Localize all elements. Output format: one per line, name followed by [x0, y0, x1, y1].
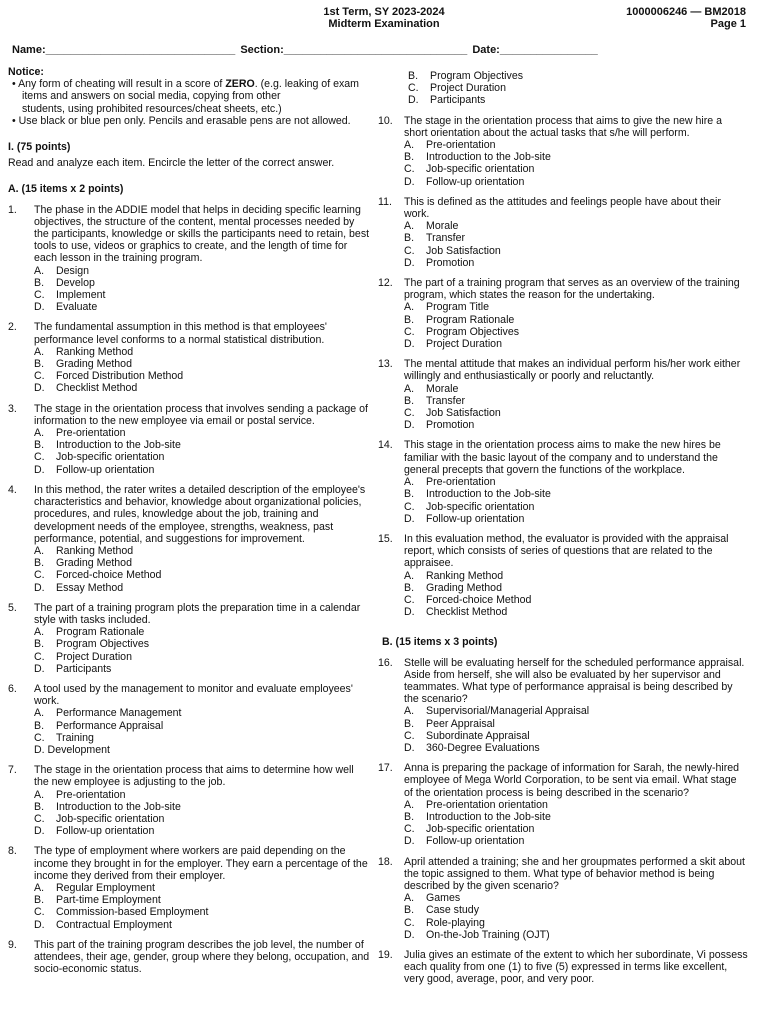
option-d[interactable]: [34, 582, 370, 594]
option-text: Follow-up orientation: [426, 175, 525, 188]
option-letter: B.: [34, 276, 45, 289]
option-letter: D.: [34, 301, 45, 314]
option-letter: A.: [404, 301, 415, 314]
option[interactable]: C. Project Duration: [408, 82, 506, 95]
part-title: I. (75 points): [8, 141, 71, 154]
option-letter: B.: [404, 810, 415, 823]
option-c[interactable]: [34, 906, 370, 918]
option-a[interactable]: [34, 545, 370, 557]
header-right: [626, 6, 746, 30]
option-b[interactable]: [34, 720, 370, 732]
option-text: Evaluate: [56, 301, 98, 314]
option-letter: B.: [34, 719, 45, 732]
option-text: Develop: [56, 276, 95, 289]
question-stem: This stage in the orientation process aims to make the new hires be familiar with the basic layout of the company and to understand the general precepts that govern the functions of the workplace.: [404, 439, 721, 476]
right-column: [378, 70, 748, 986]
option-letter: B.: [404, 151, 415, 164]
option-b[interactable]: [34, 638, 370, 650]
option-c[interactable]: [34, 732, 370, 744]
option-d[interactable]: [404, 419, 748, 431]
option-letter: C.: [34, 370, 45, 383]
option-text: Pre-orientation: [56, 427, 126, 440]
question-stem: The part of a training program plots the preparation time in a calendar style with tasks included.: [34, 601, 361, 626]
option-text: Checklist Method: [56, 382, 138, 395]
option-b[interactable]: [404, 314, 748, 326]
option-d[interactable]: [404, 176, 748, 188]
question-5: [8, 602, 370, 675]
option-text: Follow-up orientation: [426, 835, 525, 848]
option-d[interactable]: [34, 301, 370, 313]
option-text: Essay Method: [56, 581, 124, 594]
question-number: 13.: [378, 358, 393, 371]
name-section-date-line: [12, 44, 600, 56]
option-b[interactable]: [34, 894, 370, 906]
option-letter: A.: [404, 798, 415, 811]
option-text: Program Rationale: [56, 626, 145, 639]
option-letter: D.: [34, 463, 45, 476]
option-text: Pre-orientation orientation: [426, 798, 548, 811]
option-b[interactable]: [34, 801, 370, 813]
option-letter: D.: [34, 825, 45, 838]
question-12: [378, 277, 748, 350]
option-c[interactable]: [34, 813, 370, 825]
option-a[interactable]: [404, 220, 748, 232]
question-number: 14.: [378, 439, 393, 452]
option-b[interactable]: [404, 904, 748, 916]
option-c[interactable]: [404, 163, 748, 175]
option-text: Job Satisfaction: [426, 407, 501, 420]
option-letter: A.: [404, 382, 415, 395]
option-c[interactable]: [34, 451, 370, 463]
option-d[interactable]: [34, 464, 370, 476]
option-c[interactable]: [34, 569, 370, 581]
question-11: [378, 196, 748, 269]
option-letter: D.: [404, 741, 415, 754]
option-a[interactable]: [404, 892, 748, 904]
option-c[interactable]: [404, 245, 748, 257]
question-number: 15.: [378, 532, 393, 545]
question-17: [378, 762, 748, 847]
option-letter: D.: [34, 382, 45, 395]
option-letter: D.: [34, 662, 45, 675]
option-text: Forced-choice Method: [56, 569, 162, 582]
option-letter: B.: [404, 394, 415, 407]
option-b[interactable]: [404, 232, 748, 244]
option-letter: C.: [34, 731, 45, 744]
option-text: Morale: [426, 382, 459, 395]
question-18: [378, 856, 748, 941]
option-text: Part-time Employment: [56, 894, 161, 907]
question-14: [378, 439, 748, 524]
option-b[interactable]: [34, 358, 370, 370]
option-a[interactable]: [34, 707, 370, 719]
option-letter: C.: [34, 650, 45, 663]
option-letter: B.: [34, 557, 45, 570]
option-d[interactable]: [34, 825, 370, 837]
option-a[interactable]: [34, 346, 370, 358]
option-letter: B.: [404, 581, 415, 594]
option-letter: D.: [404, 338, 415, 351]
option-letter: A.: [34, 264, 45, 277]
option-text: Games: [426, 892, 461, 905]
option-text: Transfer: [426, 394, 466, 407]
section-b-title: B. (15 items x 3 points): [382, 636, 498, 649]
question-stem: The phase in the ADDIE model that helps in deciding specific learning objectives, the structure of the content, mental processes needed by the participants, knowledge or skills the participants need to retain, best tools to use, videos or graphics to create, and the length of time for each lesson in the training program.: [34, 203, 370, 265]
option-text: Ranking Method: [56, 345, 134, 358]
option-text: Participants: [56, 662, 112, 675]
question-number: 3.: [8, 402, 17, 415]
option-b[interactable]: [34, 277, 370, 289]
option-letter: D.: [404, 419, 415, 432]
option-letter: C.: [34, 906, 45, 919]
option-text: Promotion: [426, 256, 475, 269]
course-code: 1000006246 — BM2018: [626, 6, 746, 18]
option-letter: B.: [34, 358, 45, 371]
left-column: [8, 66, 370, 975]
option[interactable]: D. Participants: [408, 94, 486, 107]
question-16: [378, 657, 748, 755]
option-d[interactable]: [404, 338, 748, 350]
option-letter: C.: [34, 569, 45, 582]
question-stem: Julia gives an estimate of the extent to which her subordinate, Vi possess each quality from one (1) to five (5) expressed in terms like excellent, very good, average, poor, and very poor.: [404, 949, 748, 986]
option-d[interactable]: [34, 919, 370, 931]
option-d[interactable]: [34, 382, 370, 394]
question-number: 4.: [8, 483, 17, 496]
option-c[interactable]: [34, 370, 370, 382]
option-text: Promotion: [426, 419, 475, 432]
option-text: Program Title: [426, 301, 489, 314]
option-text: Case study: [426, 904, 479, 917]
option-text: Introduction to the Job-site: [56, 800, 181, 813]
option-letter: B.: [34, 894, 45, 907]
option-d[interactable]: [404, 606, 748, 618]
option[interactable]: B. Program Objectives: [408, 70, 524, 82]
option-letter: B.: [404, 904, 415, 917]
question-stem: In this method, the rater writes a detailed description of the employee's characteristics and behavior, knowledge about organizational policies, procedures, and rules, knowledge about the job, training and development needs of the employee, strengths, weakness, past performance, potential, and suggestions for improvement.: [34, 483, 366, 545]
option-d[interactable]: [404, 513, 748, 525]
question-number: 12.: [378, 277, 393, 290]
question-9-options: [378, 70, 748, 107]
option-letter: A.: [34, 345, 45, 358]
option-letter: B.: [404, 717, 415, 730]
question-number: 19.: [378, 949, 393, 961]
option-letter: B.: [34, 638, 45, 651]
option-text: Forced-choice Method: [426, 593, 532, 606]
question-stem: April attended a training; she and her groupmates performed a skit about the topic assigned to them. What type of behavior method is being described by the given scenario?: [404, 855, 745, 892]
option-c[interactable]: [404, 917, 748, 929]
option-letter: C.: [404, 407, 415, 420]
option-d[interactable]: [404, 257, 748, 269]
option-text: Transfer: [426, 232, 466, 245]
question-stem: This is defined as the attitudes and feelings people have about their work.: [404, 195, 721, 221]
option-text: Grading Method: [56, 358, 132, 371]
option-text: Subordinate Appraisal: [426, 729, 530, 742]
option-letter: D.: [404, 256, 415, 269]
option-text: Checklist Method: [426, 606, 508, 619]
option-letter: D.: [404, 835, 415, 848]
question-stem: The stage in the orientation process that involves sending a package of information to the new employee via email or postal service.: [34, 402, 368, 427]
question-stem: The stage in the orientation process that aims to give the new hire a short orientation about the actual tasks that s/he will perform.: [404, 114, 722, 139]
option-a[interactable]: [404, 705, 748, 717]
name-field[interactable]: Name:_______________________________: [12, 44, 236, 56]
question-stem: This part of the training program describes the job level, the number of attendees, their age, gender, group where they belong, occupation, and socio-economic status.: [34, 938, 370, 976]
option-text: On-the-Job Training (OJT): [426, 928, 550, 941]
option-letter: A.: [404, 569, 415, 582]
option-text: Commission-based Employment: [56, 906, 209, 919]
option-text: Ranking Method: [426, 569, 504, 582]
option-letter: B.: [404, 313, 415, 326]
option-letter: C.: [34, 451, 45, 464]
option-letter: C.: [404, 244, 415, 257]
option-text: Regular Employment: [56, 881, 155, 894]
option-b[interactable]: [404, 395, 748, 407]
option-letter: A.: [34, 788, 45, 801]
option-text: Supervisorial/Managerial Appraisal: [426, 705, 590, 718]
question-number: 18.: [378, 855, 393, 868]
question-9: [8, 939, 370, 976]
option-text: Contractual Employment: [56, 918, 172, 931]
option-letter: A.: [34, 881, 45, 894]
option-text: Grading Method: [426, 581, 502, 594]
question-stem: The fundamental assumption in this method is that employees' performance level conforms to a normal statistical distribution.: [34, 321, 327, 346]
option-text: Job-specific orientation: [426, 500, 535, 513]
option-letter: C.: [404, 823, 415, 836]
question-15: [378, 533, 748, 618]
question-number: 7.: [8, 764, 17, 777]
question-2: [8, 321, 370, 394]
option-text: 360-Degree Evaluations: [426, 741, 540, 754]
option-text: Training: [56, 731, 94, 744]
exam-title: Midterm Examination: [328, 18, 440, 30]
notice-bullet-2: • Use black or blue pen only. Pencils and erasable pens are not allowed.: [12, 114, 351, 127]
question-stem: Anna is preparing the package of information for Sarah, the newly-hired employee of Mega World Corporation, to be sent via email. What stage of the orientation process is being described in the scenario?: [404, 762, 740, 799]
option-c[interactable]: [34, 289, 370, 301]
question-19: [378, 949, 748, 986]
question-stem: In this evaluation method, the evaluator is provided with the appraisal report, which consists of series of questions that are related to the appraisee.: [404, 532, 729, 570]
option-b[interactable]: [404, 811, 748, 823]
question-13: [378, 358, 748, 431]
option-a[interactable]: [34, 789, 370, 801]
option-text: Program Objectives: [56, 638, 150, 651]
option-b[interactable]: [34, 557, 370, 569]
option-text: Job Satisfaction: [426, 244, 501, 257]
option-letter: A.: [404, 220, 415, 233]
option-c[interactable]: [404, 501, 748, 513]
question-4: [8, 484, 370, 594]
option-b[interactable]: [404, 151, 748, 163]
option-text: Program Objectives: [426, 325, 520, 338]
option-text: Job-specific orientation: [56, 451, 165, 464]
option-c[interactable]: [404, 407, 748, 419]
question-stem: Stelle will be evaluating herself for the scheduled performance appraisal. Aside from herself, she will also be evaluated by her supervisor and teammates. What type of performance appraisal is being described by the scenario?: [404, 656, 745, 706]
option-c[interactable]: [404, 326, 748, 338]
option-d[interactable]: D. Development: [34, 743, 110, 756]
option-letter: D.: [404, 512, 415, 525]
option-text: Morale: [426, 220, 459, 233]
term-label: 1st Term, SY 2023-2024: [323, 6, 445, 18]
option-text: Introduction to the Job-site: [426, 810, 551, 823]
option-letter: B.: [404, 488, 415, 501]
option-text: Peer Appraisal: [426, 717, 495, 730]
question-stem: A tool used by the management to monitor and evaluate employees' work.: [34, 682, 353, 708]
option-a[interactable]: [404, 383, 748, 395]
option-letter: C.: [404, 325, 415, 338]
option-letter: C.: [404, 593, 415, 606]
question-6: [8, 683, 370, 756]
option-d[interactable]: [404, 929, 748, 941]
question-stem: The type of employment where workers are paid depending on the income they brought in for the employer. They earn a percentage of the income they derived from their employer.: [34, 845, 368, 882]
question-number: 16.: [378, 656, 393, 669]
option-d[interactable]: [404, 835, 748, 847]
question-number: 8.: [8, 845, 17, 858]
option-letter: A.: [404, 705, 415, 718]
option-text: Pre-orientation: [426, 476, 496, 489]
option-letter: A.: [34, 544, 45, 557]
option-text: Implement: [56, 289, 106, 302]
question-number: 17.: [378, 762, 393, 775]
option-text: Project Duration: [426, 338, 502, 351]
option-letter: C.: [34, 289, 45, 302]
option-letter: A.: [34, 626, 45, 639]
option-text: Job-specific orientation: [426, 823, 535, 836]
question-stem: The mental attitude that makes an individual perform his/her work either willingly and enthusiastically or poorly and reluctantly.: [404, 358, 741, 383]
option-text: Performance Appraisal: [56, 719, 164, 732]
part-instructions: Read and analyze each item. Encircle the letter of the correct answer.: [8, 157, 335, 170]
option-text: Role-playing: [426, 916, 485, 929]
option-text: Performance Management: [56, 707, 182, 720]
date-field[interactable]: Date:________________: [472, 44, 598, 56]
option-a[interactable]: [404, 301, 748, 313]
option-d[interactable]: [404, 742, 748, 754]
option-letter: D.: [404, 606, 415, 619]
option-text: Program Rationale: [426, 313, 515, 326]
option-text: Grading Method: [56, 557, 132, 570]
option-letter: D.: [404, 928, 415, 941]
option-letter: A.: [34, 427, 45, 440]
option-letter: B.: [34, 800, 45, 813]
option-a[interactable]: [34, 626, 370, 638]
question-1: [8, 204, 370, 314]
question-8: [8, 845, 370, 930]
option-c[interactable]: [34, 651, 370, 663]
option-letter: C.: [404, 163, 415, 176]
question-7: [8, 764, 370, 837]
option-c[interactable]: [404, 730, 748, 742]
option-text: Introduction to the Job-site: [426, 151, 551, 164]
option-letter: A.: [34, 707, 45, 720]
option-a[interactable]: [404, 799, 748, 811]
option-b[interactable]: [404, 488, 748, 500]
option-text: Pre-orientation: [426, 139, 496, 152]
option-letter: A.: [404, 139, 415, 152]
option-a[interactable]: [404, 570, 748, 582]
section-field[interactable]: Section:______________________________: [240, 44, 468, 56]
option-text: Pre-orientation: [56, 788, 126, 801]
option-b[interactable]: [404, 582, 748, 594]
question-number: 10.: [378, 114, 393, 127]
option-letter: C.: [34, 812, 45, 825]
question-number: 11.: [378, 195, 392, 208]
option-text: Follow-up orientation: [426, 512, 525, 525]
option-letter: D.: [34, 581, 45, 594]
option-b[interactable]: [34, 439, 370, 451]
option-letter: D.: [404, 175, 415, 188]
option-text: Introduction to the Job-site: [56, 439, 181, 452]
option-text: Project Duration: [56, 650, 132, 663]
option-text: Design: [56, 264, 89, 277]
option-text: Introduction to the Job-site: [426, 488, 551, 501]
option-letter: C.: [404, 500, 415, 513]
option-d[interactable]: [34, 663, 370, 675]
option-letter: B.: [34, 439, 45, 452]
question-number: 9.: [8, 938, 17, 951]
question-stem: The stage in the orientation process that aims to determine how well the new employee is adjusting to the job.: [34, 764, 354, 789]
option-letter: B.: [404, 232, 415, 245]
notice-bullet-1: • Any form of cheating will result in a score of ZERO. (e.g. leaking of exam items and answers on social media, copying from other students, using prohibited resources/cheat sheets, etc.): [12, 78, 359, 115]
option-letter: C.: [404, 729, 415, 742]
option-a[interactable]: [34, 882, 370, 894]
option-text: Job-specific orientation: [426, 163, 535, 176]
option-c[interactable]: [404, 594, 748, 606]
question-stem: The part of a training program that serves as an overview of the training program, which states the reason for the undertaking.: [404, 277, 740, 302]
question-number: 1.: [8, 203, 17, 216]
option-a[interactable]: [34, 265, 370, 277]
option-letter: C.: [404, 916, 415, 929]
option-a[interactable]: [404, 476, 748, 488]
page-number: Page 1: [710, 18, 746, 30]
section-a-title: A. (15 items x 2 points): [8, 183, 124, 196]
option-a[interactable]: [404, 139, 748, 151]
option-a[interactable]: [34, 427, 370, 439]
option-text: Ranking Method: [56, 544, 134, 557]
question-number: 6.: [8, 682, 17, 695]
question-10: [378, 115, 748, 188]
notice-title: Notice:: [8, 66, 44, 78]
question-number: 2.: [8, 321, 17, 334]
option-b[interactable]: [404, 718, 748, 730]
option-text: Follow-up orientation: [56, 825, 155, 838]
option-letter: D.: [34, 918, 45, 931]
option-letter: A.: [404, 476, 415, 489]
option-text: Job-specific orientation: [56, 812, 165, 825]
option-c[interactable]: [404, 823, 748, 835]
option-text: Forced Distribution Method: [56, 370, 184, 383]
question-3: [8, 403, 370, 476]
question-number: 5.: [8, 601, 17, 614]
option-text: Follow-up orientation: [56, 463, 155, 476]
option-letter: A.: [404, 892, 415, 905]
